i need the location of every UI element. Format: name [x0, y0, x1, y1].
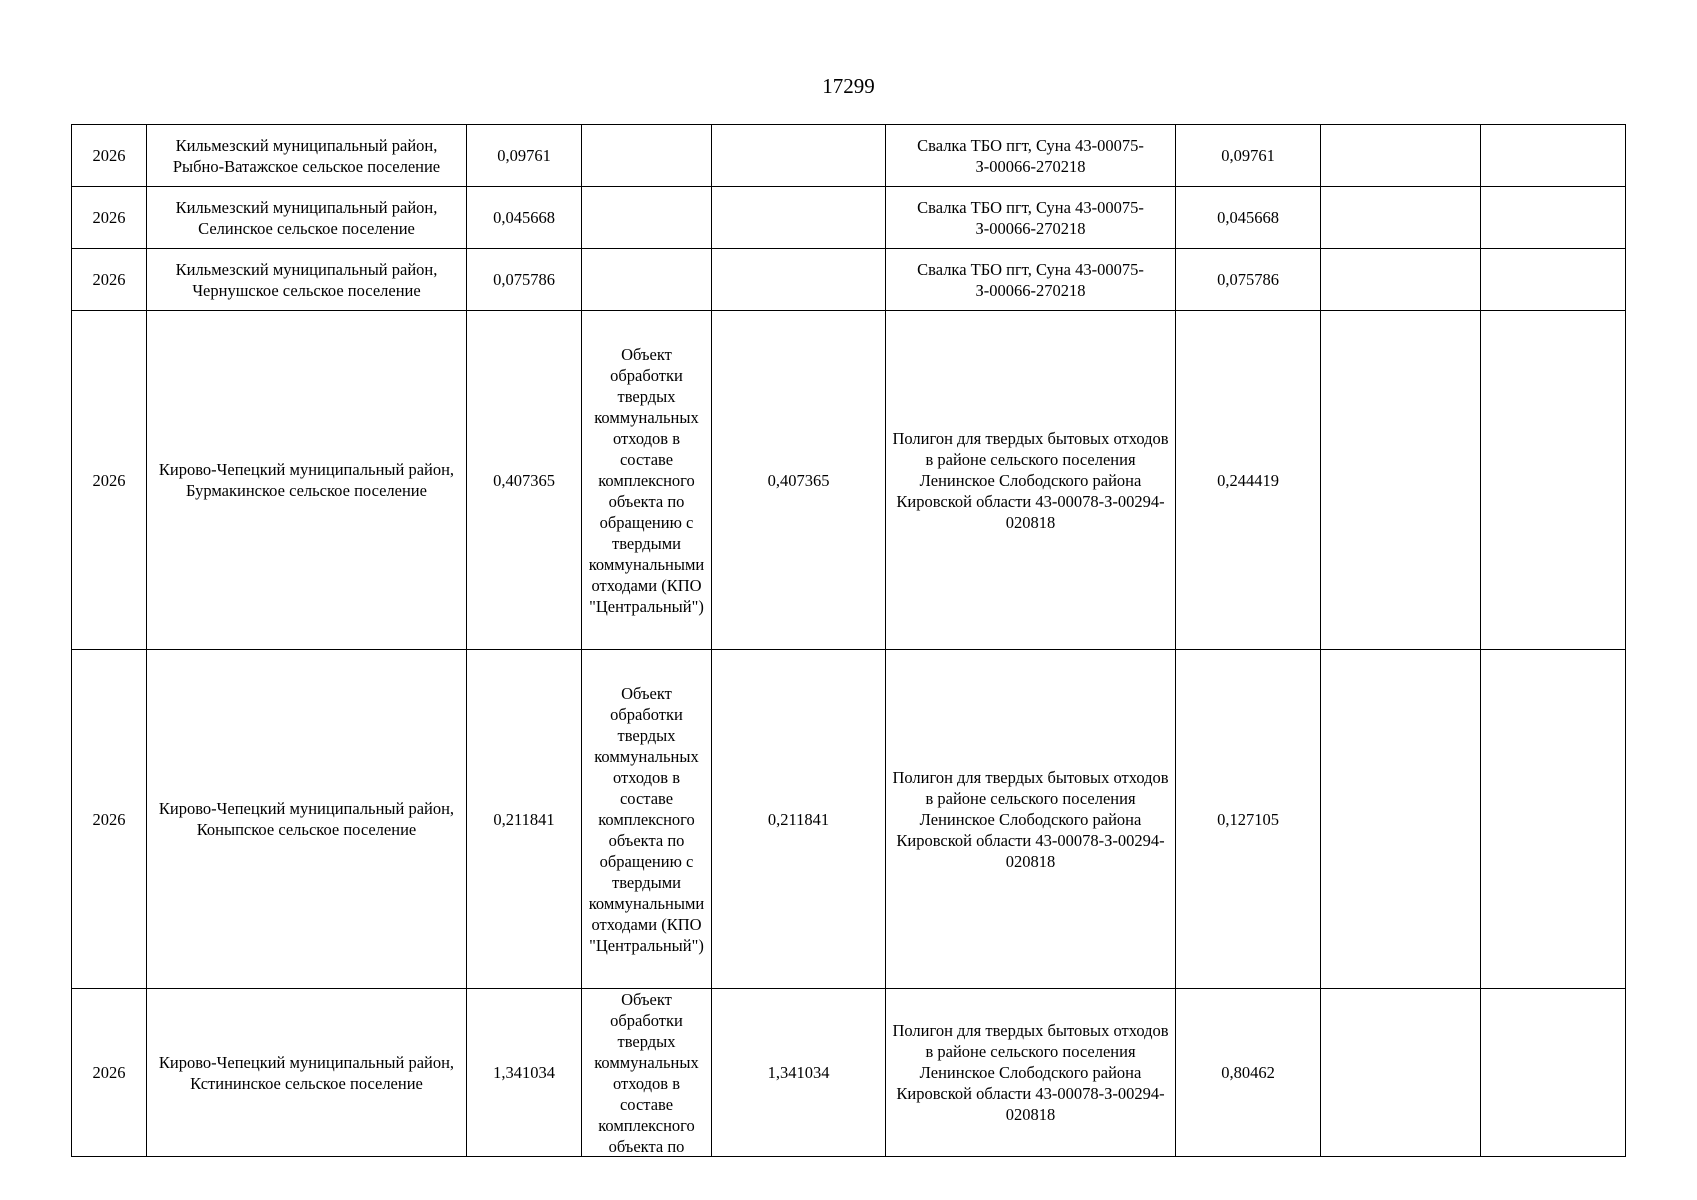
- empty-cell: [1321, 249, 1481, 311]
- table-row: [72, 187, 1626, 249]
- year-cell: 2026: [72, 125, 147, 187]
- table-row: [72, 989, 1626, 1157]
- processing-object-cell: Объект обработки твердых коммунальных отходов в составе комплексного объекта по: [582, 989, 712, 1157]
- processing-object-cell: Объект обработки твердых коммунальных отходов в составе комплексного объекта по обращению с твердыми коммунальными отходами (КПО "Центральный"): [582, 650, 712, 989]
- waste-flow-table: [71, 124, 1626, 1157]
- table-row: [72, 311, 1626, 650]
- volume-cell: 0,075786: [467, 249, 582, 311]
- empty-cell: [1321, 650, 1481, 989]
- municipality-cell: Кирово-Чепецкий муниципальный район, Коныпское сельское поселение: [147, 650, 467, 989]
- municipality-cell: Кильмезский муниципальный район, Рыбно-Ватажское сельское поселение: [147, 125, 467, 187]
- year-cell: 2026: [72, 311, 147, 650]
- disposal-object-cell: Свалка ТБО пгт, Суна 43-00075-З-00066-270218: [886, 125, 1176, 187]
- municipality-cell: Кирово-Чепецкий муниципальный район, Бурмакинское сельское поселение: [147, 311, 467, 650]
- year-cell: 2026: [72, 249, 147, 311]
- empty-cell: [1481, 989, 1626, 1157]
- empty-cell: [1321, 989, 1481, 1157]
- empty-cell: [1321, 187, 1481, 249]
- table-row: [72, 125, 1626, 187]
- disposal-volume-cell: 0,045668: [1176, 187, 1321, 249]
- empty-cell: [1481, 249, 1626, 311]
- year-cell: 2026: [72, 989, 147, 1157]
- table-row: [72, 650, 1626, 989]
- year-cell: 2026: [72, 650, 147, 989]
- volume-cell: 0,09761: [467, 125, 582, 187]
- disposal-volume-cell: 0,127105: [1176, 650, 1321, 989]
- disposal-object-cell: Свалка ТБО пгт, Суна 43-00075-З-00066-270218: [886, 249, 1176, 311]
- disposal-volume-cell: 0,80462: [1176, 989, 1321, 1157]
- page-number: 17299: [822, 74, 875, 98]
- processing-volume-cell: [712, 187, 886, 249]
- disposal-object-cell: Полигон для твердых бытовых отходов в районе сельского поселения Ленинское Слободского района Кировской области 43-00078-З-00294-020818: [886, 311, 1176, 650]
- volume-cell: 0,407365: [467, 311, 582, 650]
- processing-volume-cell: [712, 125, 886, 187]
- empty-cell: [1321, 311, 1481, 650]
- processing-object-cell: Объект обработки твердых коммунальных отходов в составе комплексного объекта по обращению с твердыми коммунальными отходами (КПО "Центральный"): [582, 311, 712, 650]
- empty-cell: [1481, 311, 1626, 650]
- disposal-volume-cell: 0,075786: [1176, 249, 1321, 311]
- processing-volume-cell: 1,341034: [712, 989, 886, 1157]
- table-row: [72, 249, 1626, 311]
- processing-object-cell: [582, 249, 712, 311]
- empty-cell: [1481, 187, 1626, 249]
- processing-object-cell: [582, 187, 712, 249]
- disposal-volume-cell: 0,244419: [1176, 311, 1321, 650]
- processing-volume-cell: 0,211841: [712, 650, 886, 989]
- disposal-object-cell: Полигон для твердых бытовых отходов в районе сельского поселения Ленинское Слободского района Кировской области 43-00078-З-00294-020818: [886, 650, 1176, 989]
- empty-cell: [1321, 125, 1481, 187]
- processing-volume-cell: 0,407365: [712, 311, 886, 650]
- empty-cell: [1481, 650, 1626, 989]
- municipality-cell: Кильмезский муниципальный район, Селинское сельское поселение: [147, 187, 467, 249]
- processing-volume-cell: [712, 249, 886, 311]
- volume-cell: 0,211841: [467, 650, 582, 989]
- municipality-cell: Кирово-Чепецкий муниципальный район, Кстининское сельское поселение: [147, 989, 467, 1157]
- processing-object-cell: [582, 125, 712, 187]
- year-cell: 2026: [72, 187, 147, 249]
- disposal-volume-cell: 0,09761: [1176, 125, 1321, 187]
- volume-cell: 1,341034: [467, 989, 582, 1157]
- municipality-cell: Кильмезский муниципальный район, Чернушское сельское поселение: [147, 249, 467, 311]
- disposal-object-cell: Свалка ТБО пгт, Суна 43-00075-З-00066-270218: [886, 187, 1176, 249]
- volume-cell: 0,045668: [467, 187, 582, 249]
- empty-cell: [1481, 125, 1626, 187]
- disposal-object-cell: Полигон для твердых бытовых отходов в районе сельского поселения Ленинское Слободского района Кировской области 43-00078-З-00294-020818: [886, 989, 1176, 1157]
